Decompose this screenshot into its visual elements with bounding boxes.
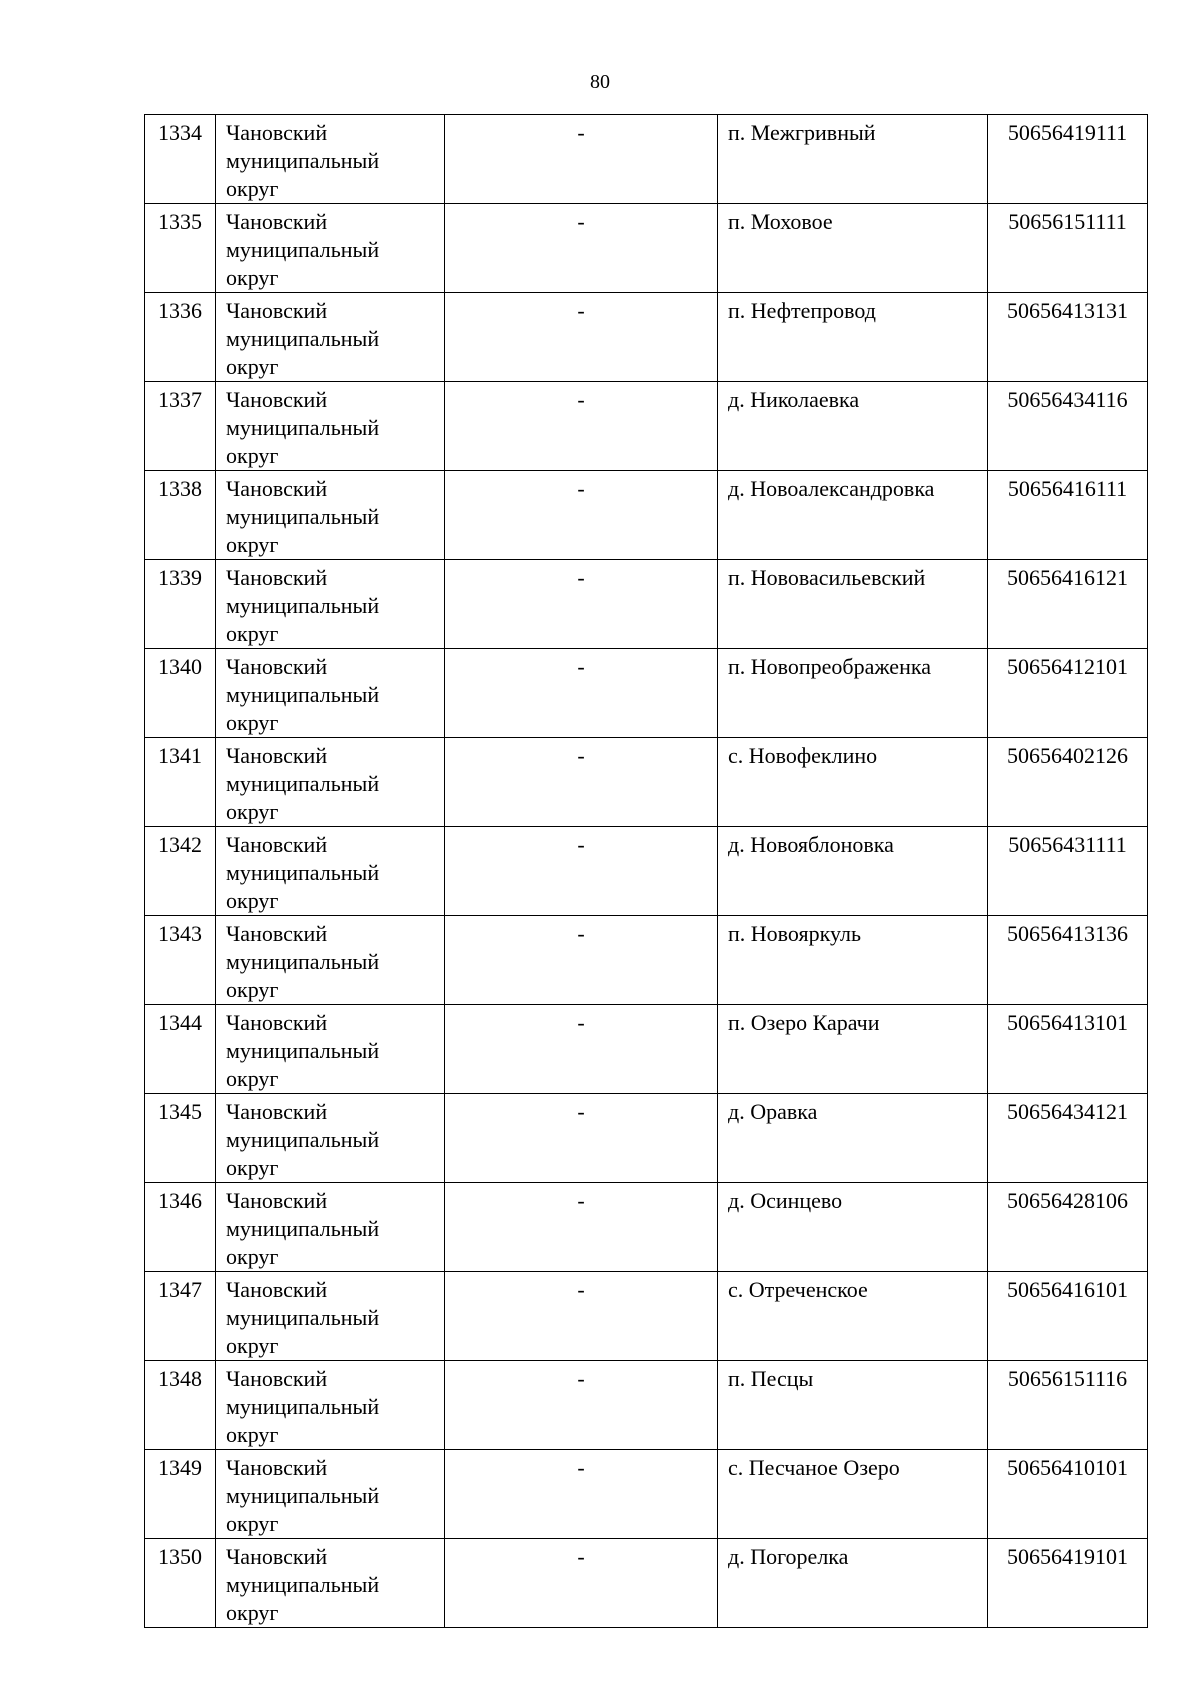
district-text-line: округ bbox=[226, 1066, 279, 1091]
table-row bbox=[145, 382, 1148, 471]
oktmo-code-cell: 50656434121 bbox=[988, 1094, 1148, 1183]
district-text-line: муниципальный bbox=[226, 682, 380, 707]
settlement-name-cell: д. Новояблоновка bbox=[718, 827, 988, 916]
dash-cell: - bbox=[445, 560, 718, 649]
district-cell bbox=[216, 560, 445, 649]
oktmo-code-cell: 50656419111 bbox=[988, 115, 1148, 204]
table-row bbox=[145, 1272, 1148, 1361]
district-text-line: округ bbox=[226, 1333, 279, 1358]
district-text-line: Чановский bbox=[226, 209, 328, 234]
table-body bbox=[145, 115, 1148, 1628]
district-cell bbox=[216, 204, 445, 293]
oktmo-code-cell: 50656428106 bbox=[988, 1183, 1148, 1272]
district-cell bbox=[216, 1183, 445, 1272]
district-cell bbox=[216, 1450, 445, 1539]
district-text-line: округ bbox=[226, 532, 279, 557]
table-row bbox=[145, 204, 1148, 293]
district-cell bbox=[216, 1272, 445, 1361]
district-text-line: Чановский bbox=[226, 476, 328, 501]
dash-cell: - bbox=[445, 293, 718, 382]
district-text-line: муниципальный bbox=[226, 1483, 380, 1508]
district-cell bbox=[216, 293, 445, 382]
district-cell bbox=[216, 1361, 445, 1450]
district-text-line: округ bbox=[226, 176, 279, 201]
table-row bbox=[145, 738, 1148, 827]
district-cell bbox=[216, 649, 445, 738]
district-text-line: Чановский bbox=[226, 1544, 328, 1569]
oktmo-code-cell: 50656416121 bbox=[988, 560, 1148, 649]
dash-cell: - bbox=[445, 1539, 718, 1628]
district-text-line: Чановский bbox=[226, 298, 328, 323]
district-text-line: Чановский bbox=[226, 1277, 328, 1302]
oktmo-code-cell: 50656402126 bbox=[988, 738, 1148, 827]
district-text-line: Чановский bbox=[226, 1010, 328, 1035]
row-number-cell: 1338 bbox=[145, 471, 216, 560]
table-row bbox=[145, 1094, 1148, 1183]
settlement-name-cell: д. Погорелка bbox=[718, 1539, 988, 1628]
district-text-line: Чановский bbox=[226, 1455, 328, 1480]
dash-cell: - bbox=[445, 649, 718, 738]
row-number-cell: 1337 bbox=[145, 382, 216, 471]
district-cell bbox=[216, 382, 445, 471]
settlement-name-cell: д. Новоалександровка bbox=[718, 471, 988, 560]
settlement-name-cell: п. Нововасильевский bbox=[718, 560, 988, 649]
oktmo-code-cell: 50656410101 bbox=[988, 1450, 1148, 1539]
district-cell bbox=[216, 738, 445, 827]
district-text-line: муниципальный bbox=[226, 1305, 380, 1330]
settlement-name-cell: п. Межгривный bbox=[718, 115, 988, 204]
district-text-line: муниципальный bbox=[226, 148, 380, 173]
district-text-line: Чановский bbox=[226, 832, 328, 857]
district-cell bbox=[216, 1094, 445, 1183]
district-cell bbox=[216, 827, 445, 916]
dash-cell: - bbox=[445, 1272, 718, 1361]
dash-cell: - bbox=[445, 1450, 718, 1539]
oktmo-code-cell: 50656416101 bbox=[988, 1272, 1148, 1361]
district-cell bbox=[216, 1539, 445, 1628]
district-text-line: округ bbox=[226, 621, 279, 646]
district-text-line: муниципальный bbox=[226, 1216, 380, 1241]
dash-cell: - bbox=[445, 1094, 718, 1183]
dash-cell: - bbox=[445, 1183, 718, 1272]
oktmo-code-cell: 50656413101 bbox=[988, 1005, 1148, 1094]
district-text-line: муниципальный bbox=[226, 771, 380, 796]
dash-cell: - bbox=[445, 1005, 718, 1094]
table-row bbox=[145, 1539, 1148, 1628]
district-text-line: муниципальный bbox=[226, 593, 380, 618]
oktmo-code-cell: 50656413131 bbox=[988, 293, 1148, 382]
dash-cell: - bbox=[445, 204, 718, 293]
district-text-line: Чановский bbox=[226, 1099, 328, 1124]
table-row bbox=[145, 1450, 1148, 1539]
settlement-name-cell: п. Песцы bbox=[718, 1361, 988, 1450]
oktmo-code-cell: 50656413136 bbox=[988, 916, 1148, 1005]
district-text-line: муниципальный bbox=[226, 326, 380, 351]
settlements-table bbox=[144, 114, 1148, 1628]
row-number-cell: 1347 bbox=[145, 1272, 216, 1361]
oktmo-code-cell: 50656434116 bbox=[988, 382, 1148, 471]
district-text-line: муниципальный bbox=[226, 1394, 380, 1419]
table-row bbox=[145, 1183, 1148, 1272]
dash-cell: - bbox=[445, 738, 718, 827]
settlement-name-cell: д. Осинцево bbox=[718, 1183, 988, 1272]
district-text-line: Чановский bbox=[226, 1366, 328, 1391]
oktmo-code-cell: 50656412101 bbox=[988, 649, 1148, 738]
oktmo-code-cell: 50656151116 bbox=[988, 1361, 1148, 1450]
district-text-line: округ bbox=[226, 443, 279, 468]
dash-cell: - bbox=[445, 115, 718, 204]
table-row bbox=[145, 293, 1148, 382]
row-number-cell: 1335 bbox=[145, 204, 216, 293]
district-cell bbox=[216, 1005, 445, 1094]
district-text-line: округ bbox=[226, 710, 279, 735]
district-text-line: округ bbox=[226, 354, 279, 379]
district-text-line: муниципальный bbox=[226, 949, 380, 974]
settlement-name-cell: п. Новопреображенка bbox=[718, 649, 988, 738]
district-text-line: муниципальный bbox=[226, 1127, 380, 1152]
table-row bbox=[145, 1361, 1148, 1450]
oktmo-code-cell: 50656431111 bbox=[988, 827, 1148, 916]
district-text-line: Чановский bbox=[226, 921, 328, 946]
district-text-line: округ bbox=[226, 1244, 279, 1269]
district-text-line: Чановский bbox=[226, 1188, 328, 1213]
row-number-cell: 1340 bbox=[145, 649, 216, 738]
settlement-name-cell: п. Моховое bbox=[718, 204, 988, 293]
table-row bbox=[145, 560, 1148, 649]
district-text-line: муниципальный bbox=[226, 1572, 380, 1597]
district-text-line: округ bbox=[226, 1511, 279, 1536]
district-text-line: округ bbox=[226, 265, 279, 290]
district-text-line: округ bbox=[226, 1422, 279, 1447]
district-text-line: муниципальный bbox=[226, 237, 380, 262]
district-text-line: Чановский bbox=[226, 743, 328, 768]
dash-cell: - bbox=[445, 382, 718, 471]
settlement-name-cell: с. Песчаное Озеро bbox=[718, 1450, 988, 1539]
district-text-line: Чановский bbox=[226, 654, 328, 679]
district-text-line: округ bbox=[226, 888, 279, 913]
district-text-line: муниципальный bbox=[226, 1038, 380, 1063]
row-number-cell: 1348 bbox=[145, 1361, 216, 1450]
row-number-cell: 1350 bbox=[145, 1539, 216, 1628]
settlement-name-cell: п. Новояркуль bbox=[718, 916, 988, 1005]
district-cell bbox=[216, 916, 445, 1005]
oktmo-code-cell: 50656419101 bbox=[988, 1539, 1148, 1628]
settlement-name-cell: п. Нефтепровод bbox=[718, 293, 988, 382]
row-number-cell: 1336 bbox=[145, 293, 216, 382]
district-text-line: муниципальный bbox=[226, 860, 380, 885]
dash-cell: - bbox=[445, 471, 718, 560]
table-row bbox=[145, 1005, 1148, 1094]
district-text-line: Чановский bbox=[226, 565, 328, 590]
settlement-name-cell: п. Озеро Карачи bbox=[718, 1005, 988, 1094]
district-text-line: Чановский bbox=[226, 387, 328, 412]
oktmo-code-cell: 50656416111 bbox=[988, 471, 1148, 560]
table-row bbox=[145, 115, 1148, 204]
row-number-cell: 1346 bbox=[145, 1183, 216, 1272]
row-number-cell: 1349 bbox=[145, 1450, 216, 1539]
district-text-line: округ bbox=[226, 1600, 279, 1625]
row-number-cell: 1341 bbox=[145, 738, 216, 827]
district-cell bbox=[216, 115, 445, 204]
row-number-cell: 1344 bbox=[145, 1005, 216, 1094]
district-cell bbox=[216, 471, 445, 560]
table-row bbox=[145, 649, 1148, 738]
row-number-cell: 1339 bbox=[145, 560, 216, 649]
dash-cell: - bbox=[445, 1361, 718, 1450]
oktmo-code-cell: 50656151111 bbox=[988, 204, 1148, 293]
row-number-cell: 1343 bbox=[145, 916, 216, 1005]
row-number-cell: 1334 bbox=[145, 115, 216, 204]
table-row bbox=[145, 827, 1148, 916]
district-text-line: округ bbox=[226, 799, 279, 824]
settlement-name-cell: д. Оравка bbox=[718, 1094, 988, 1183]
dash-cell: - bbox=[445, 827, 718, 916]
row-number-cell: 1345 bbox=[145, 1094, 216, 1183]
district-text-line: муниципальный bbox=[226, 415, 380, 440]
table-row bbox=[145, 471, 1148, 560]
settlement-name-cell: с. Новофеклино bbox=[718, 738, 988, 827]
dash-cell: - bbox=[445, 916, 718, 1005]
settlement-name-cell: с. Отреченское bbox=[718, 1272, 988, 1361]
district-text-line: муниципальный bbox=[226, 504, 380, 529]
settlement-name-cell: д. Николаевка bbox=[718, 382, 988, 471]
table-row bbox=[145, 916, 1148, 1005]
page-number: 80 bbox=[590, 71, 610, 93]
row-number-cell: 1342 bbox=[145, 827, 216, 916]
district-text-line: округ bbox=[226, 977, 279, 1002]
district-text-line: округ bbox=[226, 1155, 279, 1180]
district-text-line: Чановский bbox=[226, 120, 328, 145]
